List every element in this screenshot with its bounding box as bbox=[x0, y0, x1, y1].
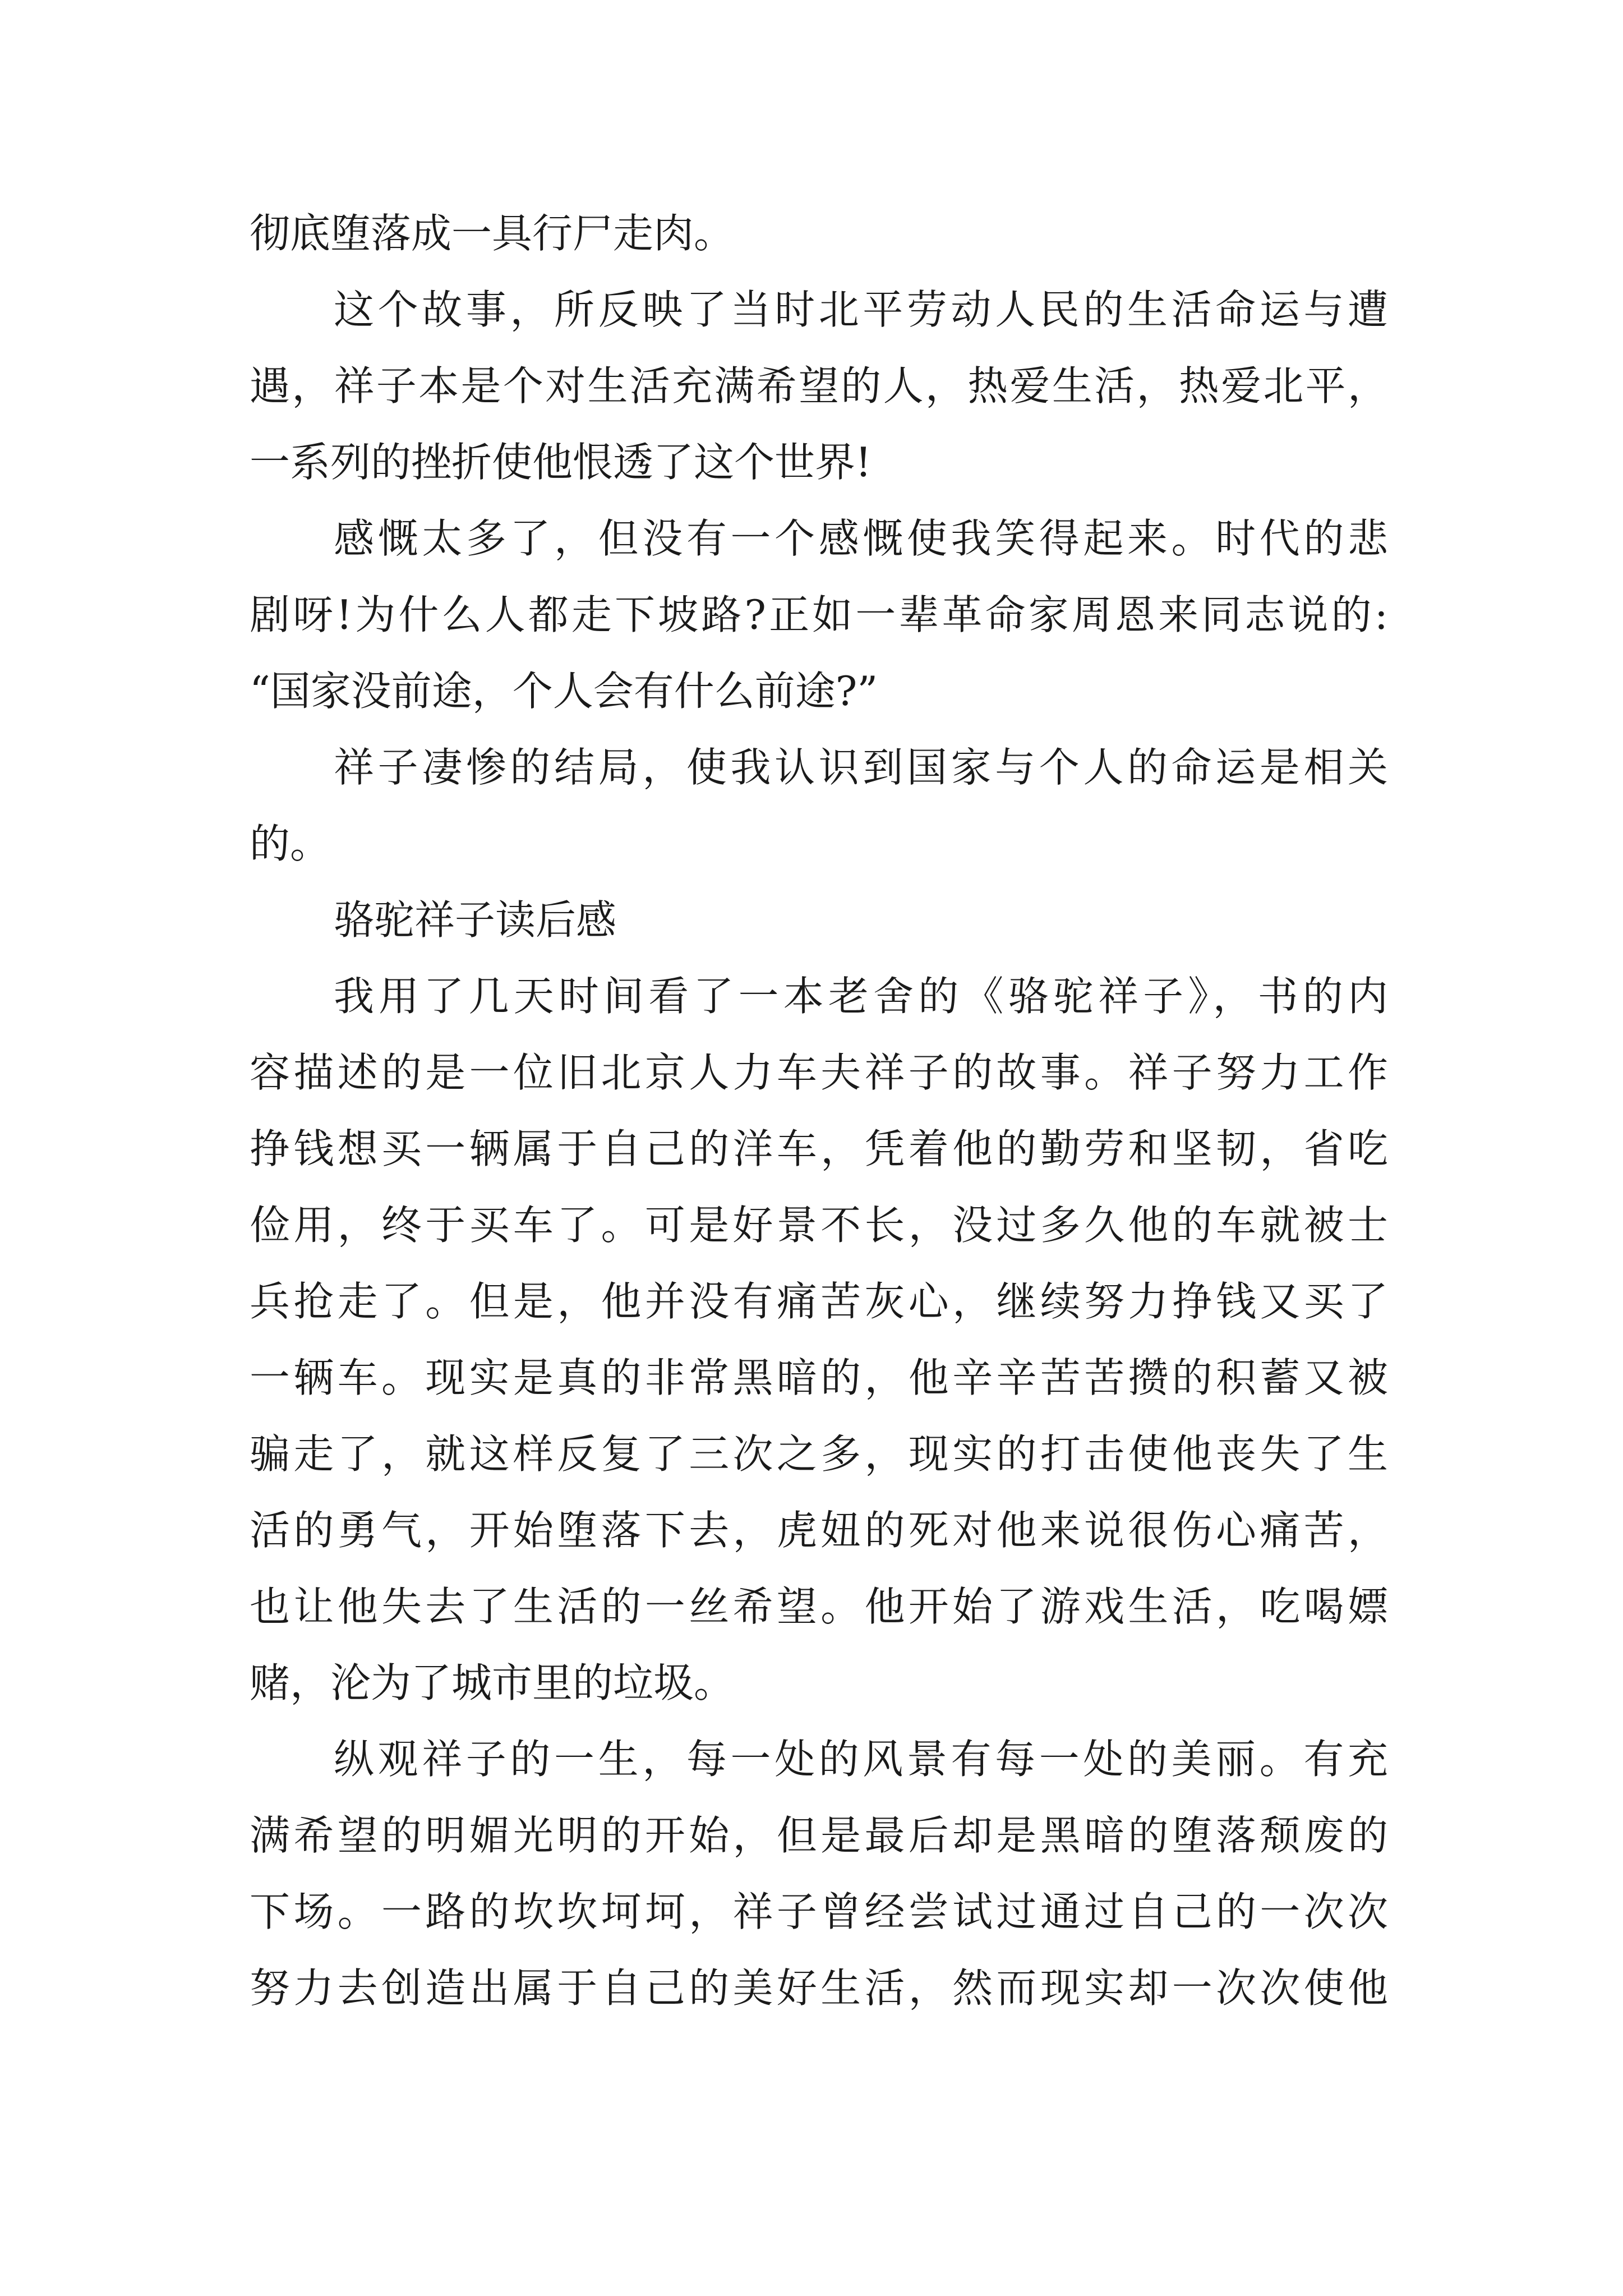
text-line: 祥子凄惨的结局，使我认识到国家与个人的命运是相关 bbox=[334, 744, 1388, 791]
text-line: 剧呀!为什么人都走下坡路?正如一辈革命家周恩来同志说的: bbox=[250, 591, 1388, 638]
text-line: 容描述的是一位旧北京人力车夫祥子的故事。祥子努力工作 bbox=[250, 1049, 1388, 1096]
text-line: 赌，沦为了城市里的垃圾。 bbox=[250, 1659, 735, 1706]
text-line: 遇，祥子本是个对生活充满希望的人，热爱生活，热爱北平， bbox=[250, 362, 1388, 409]
text-line: 骆驼祥子读后感 bbox=[334, 896, 617, 944]
text-line: “国家没前途，个人会有什么前途?” bbox=[250, 668, 878, 715]
text-line: 挣钱想买一辆属于自己的洋车，凭着他的勤劳和坚韧，省吃 bbox=[250, 1125, 1388, 1172]
text-line: 骗走了，就这样反复了三次之多，现实的打击使他丧失了生 bbox=[250, 1430, 1388, 1478]
body-text bbox=[250, 195, 1388, 2026]
text-line: 一系列的挫折使他恨透了这个世界! bbox=[250, 439, 872, 486]
text-line: 纵观祥子的一生，每一处的风景有每一处的美丽。有充 bbox=[334, 1736, 1388, 1783]
text-line: 感慨太多了，但没有一个感慨使我笑得起来。时代的悲 bbox=[334, 515, 1388, 562]
text-line: 俭用，终于买车了。可是好景不长，没过多久他的车就被士 bbox=[250, 1202, 1388, 1249]
text-line: 彻底堕落成一具行尸走肉。 bbox=[250, 210, 735, 257]
text-line: 也让他失去了生活的一丝希望。他开始了游戏生活，吃喝嫖 bbox=[250, 1583, 1388, 1630]
text-line: 我用了几天时间看了一本老舍的《骆驼祥子》，书的内 bbox=[334, 973, 1388, 1020]
text-line: 下场。一路的坎坎坷坷，祥子曾经尝试过通过自己的一次次 bbox=[250, 1888, 1388, 1935]
text-line: 这个故事，所反映了当时北平劳动人民的生活命运与遭 bbox=[334, 286, 1388, 333]
text-line: 一辆车。现实是真的非常黑暗的，他辛辛苦苦攒的积蓄又被 bbox=[250, 1354, 1388, 1401]
text-line: 活的勇气，开始堕落下去，虎妞的死对他来说很伤心痛苦， bbox=[250, 1507, 1388, 1554]
text-line: 兵抢走了。但是，他并没有痛苦灰心，继续努力挣钱又买了 bbox=[250, 1278, 1388, 1325]
text-line: 满希望的明媚光明的开始，但是最后却是黑暗的堕落颓废的 bbox=[250, 1812, 1388, 1859]
text-line: 努力去创造出属于自己的美好生活，然而现实却一次次使他 bbox=[250, 1964, 1388, 2012]
text-line: 的。 bbox=[250, 820, 331, 867]
